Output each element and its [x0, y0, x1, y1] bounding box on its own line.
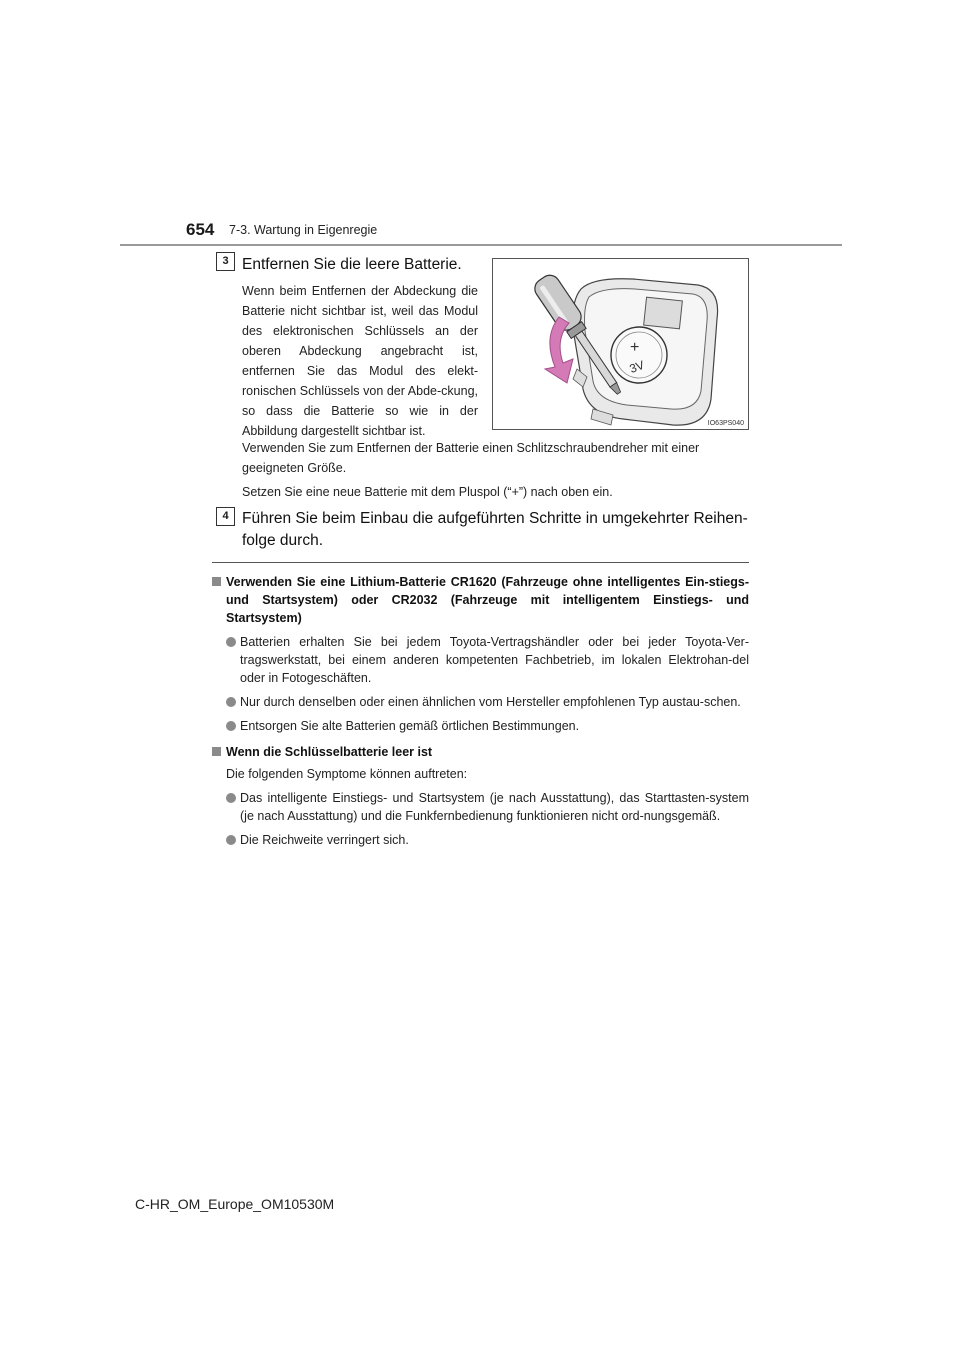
step-4-heading: Führen Sie beim Einbau die aufgeführten Schritte in umgekehrter Reihen-folge durch.	[242, 510, 748, 549]
list-item	[226, 789, 749, 825]
step-3-insert-note: Setzen Sie eine neue Batterie mit dem Pluspol (“+”) nach oben ein.	[242, 485, 613, 499]
note-heading-text: Verwenden Sie eine Lithium-Batterie CR1620 (Fahrzeuge ohne intelligentes Ein-stiegs- und Startsystem) oder CR2032 (Fahrzeuge mit intelligentem Einstiegs- und Startsystem)	[226, 575, 749, 625]
circle-bullet-icon	[226, 835, 236, 845]
page-number: 654	[186, 220, 215, 239]
battery-voltage-label: 3V	[627, 357, 647, 376]
note-heading-text: Wenn die Schlüsselbatterie leer ist	[226, 745, 433, 759]
note-battery-type	[212, 573, 749, 849]
figure-code: IO63PS040	[707, 420, 744, 427]
document-id: C-HR_OM_Europe_OM10530M	[135, 1196, 335, 1212]
circle-bullet-icon	[226, 697, 236, 707]
battery-plus-label: +	[630, 339, 640, 356]
step-3-description: Wenn beim Entfernen der Abdeckung die Batterie nicht sichtbar ist, weil das Modul des elektronischen Schlüssels an der oberen Abdeckung angebracht ist, entfernen Sie das Modul des elekt-ronischen Schlüssels von der Abde-ckung, so dass die Batterie so wie in der Abbildung dargestellt sichtbar ist.	[242, 284, 478, 438]
step-3-tool-note: Verwenden Sie zum Entfernen der Batterie einen Schlitzschraubendreher mit einer geeigneten Größe.	[242, 441, 700, 475]
step-3-heading: Entfernen Sie die leere Batterie.	[242, 256, 462, 273]
list-item-text: Das intelligente Einstiegs- und Startsystem (je nach Ausstattung), das Starttasten-system (je nach Ausstattung) und die Funkfernbedienung funktionieren nicht ord-nungsgemäß.	[240, 791, 749, 823]
circle-bullet-icon	[226, 637, 236, 647]
section-title: 7-3. Wartung in Eigenregie	[229, 223, 378, 237]
battery-removal-illustration	[492, 258, 749, 430]
note-empty-battery-heading	[212, 743, 749, 761]
list-item-text: Batterien erhalten Sie bei jedem Toyota-Vertragshändler oder bei jeder Toyota-Ver-tragswerkstatt, bei einem anderen kompetenten Fachbetrieb, im lokalen Elektrohan-del oder in Fotogeschäften.	[240, 635, 749, 685]
square-bullet-icon	[212, 747, 221, 756]
list-item-text: Die Reichweite verringert sich.	[240, 833, 409, 847]
note-battery-type-heading	[212, 573, 749, 627]
circle-bullet-icon	[226, 793, 236, 803]
list-item-text: Entsorgen Sie alte Batterien gemäß örtlichen Bestimmungen.	[240, 719, 580, 733]
circle-bullet-icon	[226, 721, 236, 731]
key-fob-drawing	[493, 259, 749, 430]
square-bullet-icon	[212, 577, 221, 586]
step-4-badge: 4	[216, 507, 235, 526]
list-item	[226, 831, 749, 849]
header-divider	[120, 244, 842, 246]
section-divider	[212, 562, 749, 563]
note-empty-battery-intro: Die folgenden Symptome können auftreten:	[226, 767, 468, 781]
step-3-badge: 3	[216, 252, 235, 271]
list-item	[226, 693, 749, 711]
list-item	[226, 633, 749, 687]
list-item-text: Nur durch denselben oder einen ähnlichen vom Hersteller empfohlenen Typ austau-schen.	[240, 695, 741, 709]
list-item	[226, 717, 749, 735]
